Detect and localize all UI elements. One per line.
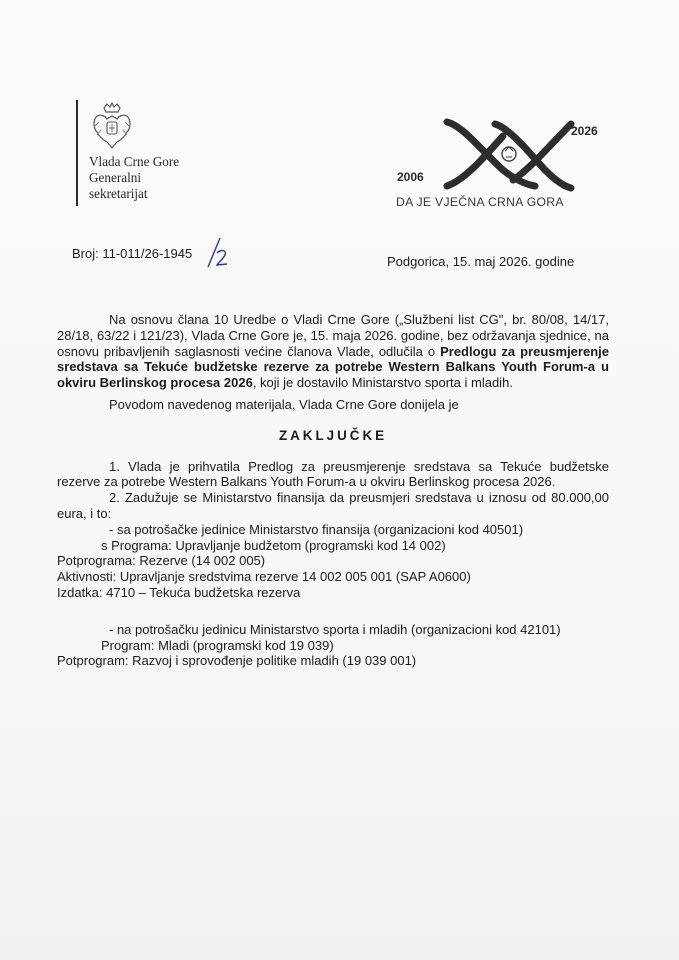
- logo-year-right: 2026: [571, 124, 598, 138]
- to-line-program: Program: Mladi (programski kod 19 039): [101, 637, 334, 653]
- conclusions-title: ZAKLJUČKE: [278, 427, 388, 443]
- coat-of-arms-icon: [89, 102, 135, 154]
- from-unit: - sa potrošačke jedinice Ministarstvo finansija (organizacioni kod 40501): [109, 521, 524, 537]
- logo-motto: DA JE VJEČNA CRNA GORA: [396, 195, 564, 209]
- government-header: [76, 100, 216, 212]
- gov-line-1: Vlada Crne Gore: [89, 154, 180, 169]
- from-line-subprogram: Potprograma: Rezerve (14 002 005): [57, 553, 266, 569]
- from-line-program: s Programa: Upravljanje budžetom (programski kod 14 002): [101, 537, 446, 553]
- conclusion-1: 1. Vlada je prihvatila Predlog za preusmjerenje sredstava sa Tekuće budžetske rezerve za potrebe Western Balkans Youth Forum-a u okviru Berlinskog procesa 2026.: [57, 458, 609, 490]
- intro-text-1: Na osnovu člana 10 Uredbe o Vladi Crne Gore („Službeni list CG", br. 80/08, 14/17, 28/18, 63/22 i 121/23), Vlada Crne Gore je, 15. maja 2026. godine, bez održavanja sjednice, na osnovu pribavljenih saglasnosti većine članova Vlade, odlučila o: [57, 312, 609, 359]
- to-line-subprogram: Potprogram: Razvoj i sprovođenje politike mladih (19 039 001): [57, 653, 417, 669]
- header-divider-line: [76, 100, 78, 206]
- document-body: [57, 312, 609, 669]
- intro-paragraph: [57, 312, 609, 391]
- intro-text-2: , koji je dostavilo Ministarstvo sporta i mladih.: [252, 375, 513, 391]
- gov-line-2: Generalni: [89, 170, 141, 185]
- handwritten-mark-icon: [205, 235, 233, 269]
- conclusion-2: 2. Zadužuje se Ministarstvo finansija da preusmjeri sredstava u iznosu od 80.000,00 eura, i to:: [57, 490, 609, 521]
- government-name: [89, 154, 179, 202]
- intro-bold-subject: Predlogu za preusmjerenje sredstava sa Tekuće budžetske rezerve za potrebe Western Balkans Youth Forum-a u okviru Berlinskog procesa 2026: [57, 343, 609, 391]
- jubilee-logo: [395, 114, 610, 216]
- povodom-paragraph: Povodom navedenog materijala, Vlada Crne Gore donijela je: [109, 396, 459, 412]
- to-unit: - na potrošačku jedinicu Ministarstvo sporta i mladih (organizacioni kod 42101): [109, 621, 561, 637]
- document-date: Podgorica, 15. maj 2026. godine: [387, 254, 575, 269]
- reference-number: Broj: 11-011/26-1945: [72, 246, 193, 261]
- from-line-activity: Aktivnosti: Upravljanje sredstvima rezerve 14 002 005 001 (SAP A0600): [57, 569, 471, 585]
- from-line-expense: Izdatka: 4710 – Tekuća budžetska rezerva: [57, 584, 301, 600]
- logo-year-left: 2006: [397, 170, 424, 184]
- gov-line-3: sekretarijat: [89, 186, 148, 201]
